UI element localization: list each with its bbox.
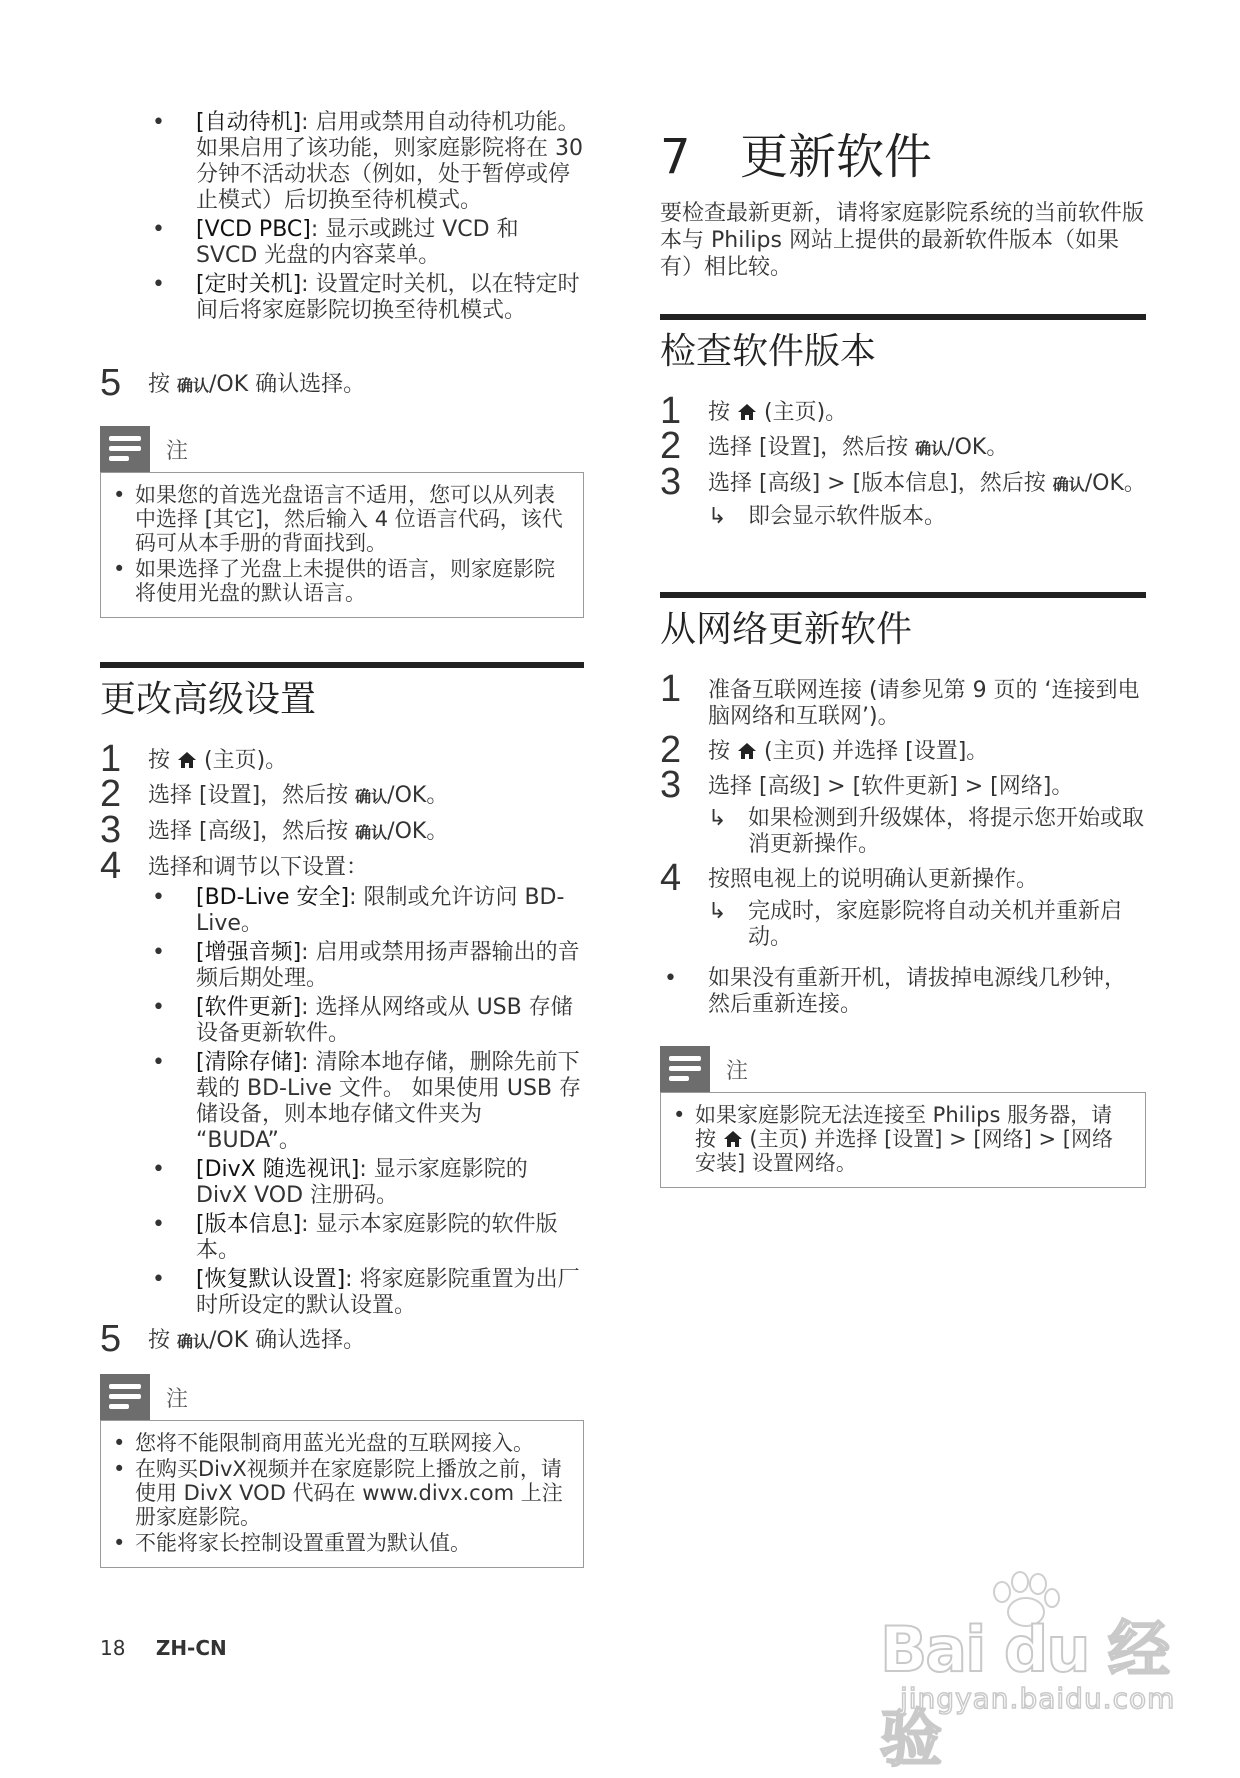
chapter-intro: 要检查最新更新，请将家庭影院系统的当前软件版本与 Philips 网站上提供的最新软件版本（如果有）相比较。 <box>660 201 1145 280</box>
watermark-brand: Bai du 经验 <box>880 1613 1169 1775</box>
note-icon <box>660 1046 710 1092</box>
step-2: 2 按 (主页) 并选择 [设置]。 <box>660 729 989 771</box>
step-3: 3 选择 [高级]，然后按 确认/OK。 <box>100 809 449 851</box>
section-rule <box>660 314 1146 320</box>
language-code: ZH-CN <box>155 1636 227 1660</box>
step-1: 1 按 (主页)。 <box>100 738 288 780</box>
note-box-language <box>100 426 584 618</box>
page-number: 18 <box>100 1636 126 1660</box>
list-item: • 如果家庭影院无法连接至 Philips 服务器，请按 (主页) 并选择 [设置] > [网络] > [网络安装] 设置网络。 <box>673 1103 1133 1175</box>
result-arrow-icon: ↳ <box>708 899 727 924</box>
step-2: 2 选择 [设置]，然后按 确认/OK。 <box>660 425 1009 467</box>
network-tip-list <box>660 966 1146 1018</box>
step-result: ↳ 如果检测到升级媒体，将提示您开始或取消更新操作。 <box>708 806 1145 857</box>
home-icon <box>723 1130 743 1148</box>
step-result: ↳ 完成时，家庭影院将自动关机并重新启动。 <box>708 899 1123 950</box>
step-5-confirm: 5 按 确认/OK 确认选择。 <box>100 362 366 404</box>
list-item: • 在购买DivX视频并在家庭影院上播放之前，请使用 DivX VOD 代码在 www.divx.com 上注册家庭影院。 <box>113 1457 571 1529</box>
note-icon <box>100 1374 150 1420</box>
list-item: • 您将不能限制商用蓝光光盘的互联网接入。 <box>113 1431 571 1455</box>
list-item: • [VCD PBC]: 显示或跳过 VCD 和 SVCD 光盘的内容菜单。 <box>100 217 584 269</box>
chapter-number: 7 <box>660 129 691 185</box>
home-icon <box>737 403 757 421</box>
step-3: 3 选择 [高级] > [软件更新] > [网络]。 ↳ 如果检测到升级媒体，将提示您开始或取消更新操作。 <box>660 764 1145 857</box>
list-item: • [自动待机]: 启用或禁用自动待机功能。 如果启用了该功能，则家庭影院将在 30 分钟不活动状态（例如，处于暂停或停止模式）后切换至待机模式。 <box>100 110 584 214</box>
section-title-check-version: 检查软件版本 <box>660 331 877 372</box>
section-rule <box>100 662 584 668</box>
step-2: 2 选择 [设置]，然后按 确认/OK。 <box>100 773 449 815</box>
list-item: • [清除存储]: 清除本地存储，删除先前下载的 BD-Live 文件。 如果使用 USB 存储设备，则本地存储文件夹为 “BUDA”。 <box>148 1050 584 1154</box>
list-item: • 如果选择了光盘上未提供的语言，则家庭影院将使用光盘的默认语言。 <box>113 557 571 605</box>
list-item: • [恢复默认设置]: 将家庭影院重置为出厂时所设定的默认设置。 <box>148 1267 584 1319</box>
list-item: • [增强音频]: 启用或禁用扬声器输出的音频后期处理。 <box>148 940 584 992</box>
note-title: 注 <box>166 1387 189 1412</box>
home-icon <box>177 751 197 769</box>
step-result: ↳ 即会显示软件版本。 <box>708 504 947 529</box>
section-rule <box>660 592 1146 598</box>
list-item: • [版本信息]: 显示本家庭影院的软件版本。 <box>148 1212 584 1264</box>
result-arrow-icon: ↳ <box>708 504 727 529</box>
section-title-advanced: 更改高级设置 <box>100 679 317 720</box>
step-4: 4 选择和调节以下设置： • [BD-Live 安全]: 限制或允许访问 BD-Live。 • [增强音频]: 启用或禁用扬声器输出的音频后期处理。 • [软件更新]: 选择从网络或从 USB 存储设备更新软件。 • [清除存储]: 清除本地存储，删除先前下载的 BD-Live 文件。 如果使用 USB 存储设备，则本地存储文件夹为 “BUDA”。 • [DivX 随选视讯]: 显示家庭影院的 DivX VOD 注册码。 • [版本信息]: 显示本家庭影院的软件版本。 • [恢复默认设置]: 将家庭影院重置为出厂时所设定的默认设置。 <box>100 855 584 1319</box>
auto-standby-list <box>100 110 584 327</box>
list-item: • [DivX 随选视讯]: 显示家庭影院的 DivX VOD 注册码。 <box>148 1157 584 1209</box>
step-4: 4 按照电视上的说明确认更新操作。 ↳ 完成时，家庭影院将自动关机并重新启动。 <box>660 867 1146 951</box>
note-box-internet <box>100 1374 584 1568</box>
list-item: • 不能将家长控制设置重置为默认值。 <box>113 1531 571 1555</box>
list-item: • [BD-Live 安全]: 限制或允许访问 BD-Live。 <box>148 885 584 937</box>
list-item: • 如果没有重新开机，请拔掉电源线几秒钟，然后重新连接。 <box>660 966 1146 1018</box>
step-3: 3 选择 [高级] > [版本信息]，然后按 确认/OK。 ↳ 即会显示软件版本。 <box>660 461 1146 529</box>
home-icon <box>737 742 757 760</box>
note-icon <box>100 426 150 472</box>
list-item: • 如果您的首选光盘语言不适用，您可以从列表中选择 [其它]，然后输入 4 位语言代码，该代码可从本手册的背面找到。 <box>113 483 571 555</box>
advanced-settings-list <box>148 885 584 1319</box>
list-item: • [定时关机]: 设置定时关机，以在特定时间后将家庭影院切换至待机模式。 <box>100 272 584 324</box>
note-box-network <box>660 1046 1146 1188</box>
result-arrow-icon: ↳ <box>708 806 727 831</box>
chapter-heading: 更新软件 <box>740 129 933 185</box>
page-footer <box>100 1636 227 1660</box>
watermark-url: jingyan.baidu.com <box>900 1682 1176 1715</box>
step-1: 1 准备互联网连接 (请参见第 9 页的 ‘连接到电脑网络和互联网’)。 <box>660 668 1140 729</box>
chapter-title <box>660 118 932 187</box>
note-title: 注 <box>166 439 189 464</box>
step-5-confirm: 5 按 确认/OK 确认选择。 <box>100 1318 366 1360</box>
baidu-watermark <box>880 1570 1176 1775</box>
note-title: 注 <box>726 1059 749 1084</box>
section-title-network-update: 从网络更新软件 <box>660 609 913 650</box>
step-1: 1 按 (主页)。 <box>660 390 848 432</box>
list-item: • [软件更新]: 选择从网络或从 USB 存储设备更新软件。 <box>148 995 584 1047</box>
